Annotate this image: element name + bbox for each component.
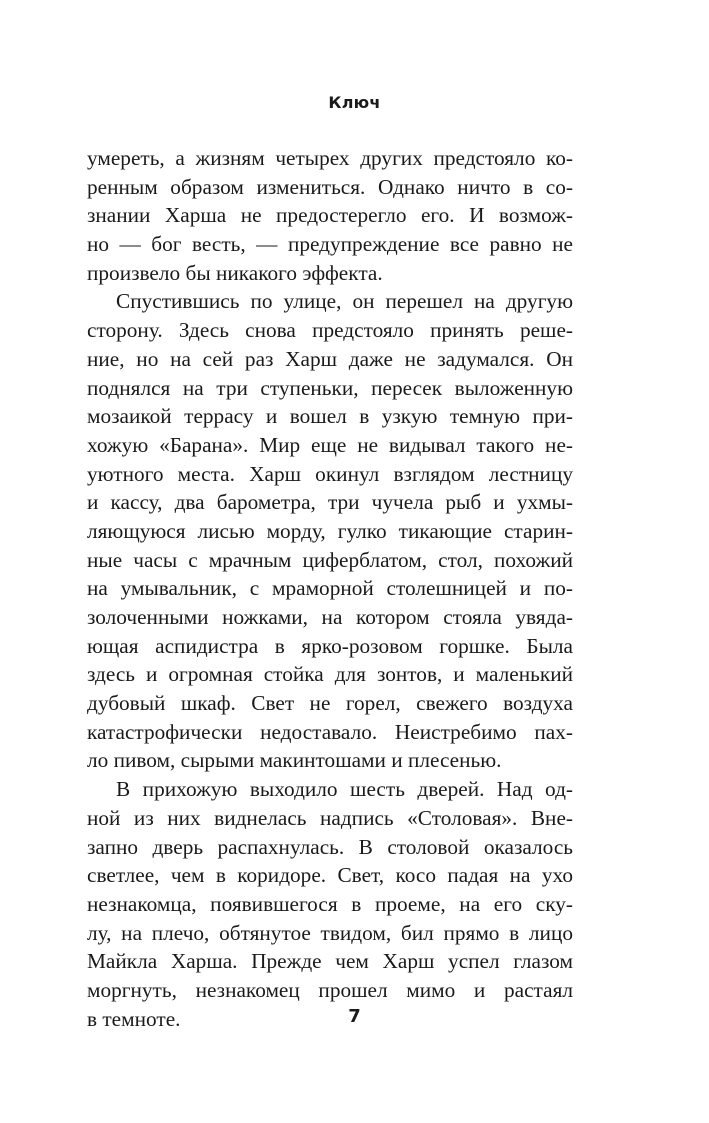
- text-line: в темноте.: [87, 1006, 181, 1031]
- running-title: Ключ: [328, 93, 381, 112]
- paragraph: [87, 144, 573, 287]
- text-line: здесь и огромная стойка для зонтов, и маленький: [87, 662, 573, 687]
- text-line: ляющуюся лисью морду, гулко тикающие старин-: [87, 518, 573, 543]
- text-line: Спустившись по улице, он перешел на другую: [116, 289, 573, 314]
- text-line: уютного места. Харш окинул взглядом лестницу: [87, 461, 573, 486]
- text-line: дубовый шкаф. Свет не горел, свежего воздуха: [87, 691, 573, 716]
- text-line: незнакомца, появившегося в проеме, на его ску-: [87, 891, 573, 916]
- text-line: ренным образом измениться. Однако ничто в со-: [87, 174, 573, 199]
- text-line: светлее, чем в коридоре. Свет, косо падая на ухо: [87, 863, 573, 888]
- text-line: сторону. Здесь снова предстояло принять реше-: [87, 318, 573, 343]
- text-line: умереть, а жизням четырех других предстояло ко-: [87, 146, 573, 170]
- text-line: ние, но на сей раз Харш даже не задумался. Он: [87, 346, 573, 371]
- text-line: Майкла Харша. Прежде чем Харш успел глазом: [87, 949, 573, 974]
- text-line: ные часы с мрачным циферблатом, стол, похожий: [87, 547, 573, 572]
- text-line: произвело бы никакого эффекта.: [87, 260, 383, 285]
- text-line: мозаикой террасу и вошел в узкую темную при-: [87, 404, 573, 429]
- text-line: В прихожую выходило шесть дверей. Над од-: [116, 777, 573, 802]
- text-line: и кассу, два барометра, три чучела рыб и ухмы-: [87, 490, 573, 515]
- paragraph: [87, 775, 573, 1033]
- text-line: запно дверь распахнулась. В столовой оказалось: [87, 834, 573, 859]
- text-line: хожую «Барана». Мир еще не видывал такого не-: [87, 432, 573, 457]
- text-line: ной из них виднелась надпись «Столовая». Вне-: [87, 805, 573, 830]
- text-line: лу, на плечо, обтянутое твидом, бил прямо в лицо: [87, 920, 573, 945]
- text-line: ло пивом, сырыми макинтошами и плесенью.: [87, 748, 502, 773]
- text-line: но — бог весть, — предупреждение все равно не: [87, 232, 573, 257]
- text-line: моргнуть, незнакомец прошел мимо и растаял: [87, 977, 573, 1002]
- page-number: 7: [348, 1006, 361, 1027]
- paragraph: [87, 287, 573, 775]
- text-line: на умывальник, с мраморной столешницей и по-: [87, 576, 573, 601]
- text-line: ющая аспидистра в ярко-розовом горшке. Была: [87, 633, 573, 658]
- text-line: катастрофически недоставало. Неистребимо пах-: [87, 719, 573, 744]
- text-line: поднялся на три ступеньки, пересек выложенную: [87, 375, 573, 400]
- body-text: [87, 144, 573, 1033]
- text-line: золоченными ножками, на котором стояла увяда-: [87, 605, 573, 629]
- text-line: знании Харша не предостерегло его. И возмож-: [87, 203, 573, 228]
